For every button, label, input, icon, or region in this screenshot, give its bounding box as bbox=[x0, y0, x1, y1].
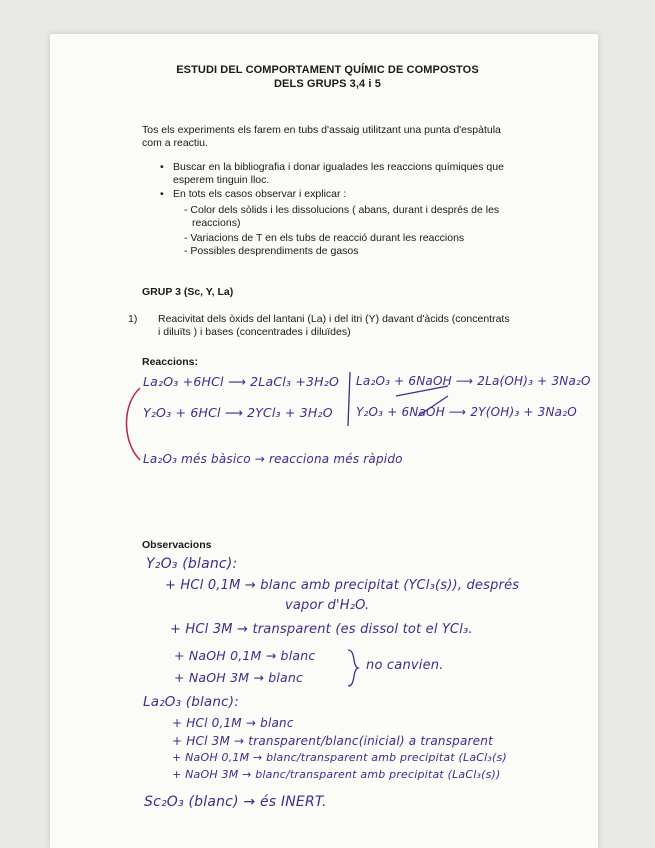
sub-bullet1-line2: reaccions) bbox=[192, 217, 241, 229]
la2o3-obs1: + HCl 0,1M → blanc bbox=[172, 716, 294, 730]
y2o3-title: Y₂O₃ (blanc): bbox=[146, 556, 238, 572]
bullet-dot-2: • bbox=[160, 188, 164, 200]
sc2o3-line: Sc₂O₃ (blanc) → és INERT. bbox=[144, 794, 327, 810]
left-bracket bbox=[127, 388, 141, 460]
divider-stroke bbox=[348, 372, 350, 426]
la2o3-title: La₂O₃ (blanc): bbox=[143, 694, 239, 710]
reaction-y-naoh: Y₂O₃ + 6NaOH ⟶ 2Y(OH)₃ + 3Na₂O bbox=[356, 405, 577, 419]
intro-line1: Tos els experiments els farem en tubs d'assaig utilitzant una punta d'espàtula bbox=[142, 124, 501, 136]
strike-through bbox=[396, 386, 448, 396]
la2o3-obs3: + NaOH 0,1M → blanc/transparent amb precipitat (LaCl₃(s) bbox=[172, 751, 507, 764]
doc-title-line1: ESTUDI DEL COMPORTAMENT QUÍMIC DE COMPOSTOS bbox=[176, 64, 479, 76]
bullet-dot-1: • bbox=[160, 161, 164, 173]
la2o3-obs4: + NaOH 3M → blanc/transparent amb precipitat (LaCl₃(s)) bbox=[172, 768, 501, 781]
intro-line2: com a reactiu. bbox=[142, 137, 208, 149]
sub-bullet3: - Possibles desprendiments de gasos bbox=[184, 245, 359, 257]
reaccions-heading: Reaccions: bbox=[142, 356, 199, 368]
reaction-note: La₂O₃ més bàsico → reacciona més ràpido bbox=[143, 452, 403, 466]
la2o3-obs2: + HCl 3M → transparent/blanc(inicial) a transparent bbox=[172, 734, 493, 748]
bullet1-line1: Buscar en la bibliografia i donar igualades les reaccions químiques que bbox=[173, 161, 504, 173]
y2o3-no-change: no canvien. bbox=[366, 658, 444, 673]
y2o3-obs2: + HCl 3M → transparent (es dissol tot el YCl₃. bbox=[170, 622, 473, 637]
y2o3-obs3: + NaOH 0,1M → blanc bbox=[174, 648, 316, 663]
bullet2: En tots els casos observar i explicar : bbox=[173, 188, 347, 200]
group-title: GRUP 3 (Sc, Y, La) bbox=[142, 286, 234, 298]
doc-title-line2: DELS GRUPS 3,4 i 5 bbox=[274, 78, 381, 90]
strike-through-2 bbox=[418, 396, 448, 416]
y2o3-obs1-line1: + HCl 0,1M → blanc amb precipitat (YCl₃(s)), després bbox=[165, 578, 520, 593]
item-number: 1) bbox=[128, 313, 138, 325]
reaction-la-hcl: La₂O₃ +6HCl ⟶ 2LaCl₃ +3H₂O bbox=[143, 374, 339, 389]
sub-bullet2: - Variacions de T en els tubs de reacció durant les reaccions bbox=[184, 232, 465, 244]
item-line1: Reacivitat dels òxids del lantani (La) i del itri (Y) davant d'àcids (concentrats bbox=[158, 313, 510, 325]
reaction-la-naoh: La₂O₃ + 6NaOH ⟶ 2La(OH)₃ + 3Na₂O bbox=[356, 374, 591, 388]
reaction-y-hcl: Y₂O₃ + 6HCl ⟶ 2YCl₃ + 3H₂O bbox=[143, 405, 333, 420]
brace-icon bbox=[344, 648, 364, 688]
sub-bullet1-line1: - Color dels sòlids i les dissolucions ( abans, durant i després de les bbox=[184, 204, 500, 216]
bullet1-line2: esperem tinguin lloc. bbox=[173, 174, 270, 186]
item-line2: i diluïts ) i bases (concentrades i diluïdes) bbox=[158, 326, 351, 338]
observacions-heading: Observacions bbox=[142, 539, 212, 551]
y2o3-obs4: + NaOH 3M → blanc bbox=[174, 670, 304, 685]
y2o3-obs1-line2: vapor d'H₂O. bbox=[285, 598, 370, 613]
